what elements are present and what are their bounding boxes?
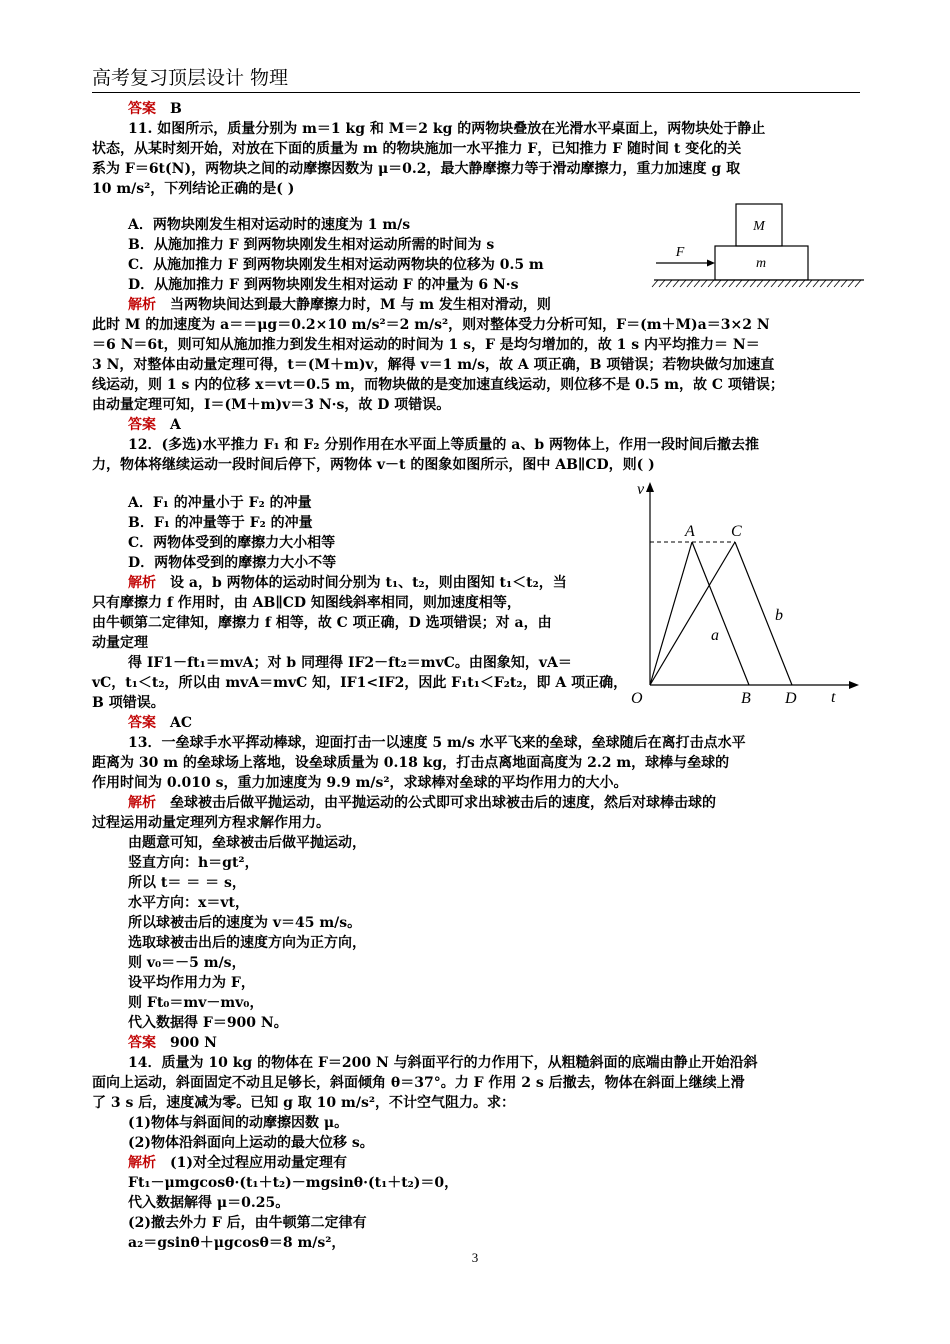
- line-text: 动量定理: [92, 635, 148, 651]
- hatch-mark: [785, 280, 791, 287]
- text-line: [92, 396, 450, 414]
- label-F: F: [675, 245, 685, 260]
- answer-label: 答案: [128, 1035, 156, 1051]
- text-line: [92, 594, 521, 612]
- line-text: 状态，从某时刻开始，对放在下面的质量为 m 的物块施加一水平推力 F，已知推力 F 随时间 t 变化的关: [92, 141, 742, 157]
- text-line: [128, 834, 366, 852]
- answer-label: 答案: [128, 417, 156, 433]
- hatch-mark: [841, 280, 847, 287]
- line-text: 作用时间为 0.010 s，重力加速度为 9.9 m/s²，求球棒对垒球的平均作用力的大小。: [92, 775, 628, 791]
- text-line: [92, 180, 294, 198]
- line-text: B．从施加推力 F 到两物块刚发生相对运动所需的时间为 s: [128, 237, 495, 253]
- hatch-mark: [771, 280, 777, 287]
- hatch-mark: [652, 280, 658, 287]
- line-text: 所以 t＝ ＝ ＝ s，: [128, 875, 246, 891]
- analysis-label: 解析: [128, 575, 156, 591]
- text-line: [128, 934, 366, 952]
- line-text: 过程运用动量定理列方程求解作用力。: [92, 815, 330, 831]
- line-text: 垒球被击后做平抛运动，由平抛运动的公式即可求出球被击后的速度，然后对球棒击球的: [170, 795, 716, 811]
- text-line: [128, 1214, 367, 1232]
- text-line: [92, 754, 729, 772]
- line-text: 当两物块间达到最大静摩擦力时，M 与 m 发生相对滑动，则: [170, 297, 551, 313]
- text-line: [92, 694, 165, 712]
- label-t: t: [831, 689, 836, 706]
- hatch-mark: [792, 280, 798, 287]
- label-v: v: [637, 481, 645, 498]
- text-line: [128, 794, 716, 812]
- hatch-mark: [659, 280, 665, 287]
- hatch-mark: [764, 280, 770, 287]
- label-D: D: [785, 690, 797, 707]
- hatch-mark: [687, 280, 693, 287]
- line-text: 得 IF1－ft₁＝mvA；对 b 同理得 IF2－ft₂＝mvC。由图象知，vA＝: [128, 655, 572, 671]
- line-text: 14．质量为 10 kg 的物体在 F＝200 N 与斜面平行的力作用下，从粗糙斜面的底端由静止开始沿斜: [128, 1055, 758, 1071]
- text-line: [128, 994, 263, 1012]
- line-text: 了 3 s 后，速度减为零。已知 g 取 10 m/s²，不计空气阻力。求：: [92, 1095, 515, 1111]
- line-text: 系为 F＝6t(N)，两物块之间的动摩擦因数为 μ＝0.2，最大静摩擦力等于滑动摩擦力，重力加速度 g 取: [92, 161, 741, 177]
- page-header: [92, 66, 860, 93]
- line-text: 线运动，则 1 s 内的位移 x＝vt＝0.5 m，而物块做的是变加速直线运动，则位移不是 0.5 m，故 C 项错误；: [92, 377, 784, 393]
- line-text: 只有摩擦力 f 作用时，由 AB∥CD 知图线斜率相同，则加速度相等，: [92, 595, 521, 611]
- text-line: [128, 514, 313, 532]
- text-line: [128, 1154, 347, 1172]
- text-line: [92, 774, 628, 792]
- hatch-mark: [834, 280, 840, 287]
- text-line: [92, 356, 774, 374]
- line-text: 代入数据得 F＝900 N。: [128, 1015, 288, 1031]
- t-axis-arrow: [849, 681, 859, 689]
- line-text: (1)对全过程应用动量定理有: [170, 1155, 347, 1171]
- hatch-mark: [701, 280, 707, 287]
- line-text: 设 a，b 两物体的运动时间分别为 t₁、t₂，则由图知 t₁＜t₂，当: [170, 575, 567, 591]
- text-line: [128, 1134, 374, 1152]
- line-text: 竖直方向：h＝gt²，: [128, 855, 259, 871]
- label-M: M: [753, 219, 765, 234]
- hatch-mark: [694, 280, 700, 287]
- text-line: [92, 336, 760, 354]
- answer-label: 答案: [128, 715, 156, 731]
- line-AB: [692, 542, 749, 685]
- line-text: 由动量定理可知，I＝(M＋m)v＝3 N·s，故 D 项错误。: [92, 397, 451, 413]
- text-line: [128, 216, 410, 234]
- line-text: 选取球被击出后的速度方向为正方向，: [128, 935, 366, 951]
- text-line: [128, 1034, 217, 1052]
- line-text: 12．(多选)水平推力 F₁ 和 F₂ 分别作用在水平面上等质量的 a、b 两物体上，作用一段时间后撤去推: [128, 437, 759, 453]
- text-line: [128, 1194, 289, 1212]
- line-text: 由题意可知，垒球被击后做平抛运动，: [128, 835, 366, 851]
- text-line: [128, 120, 765, 138]
- hatch-mark: [666, 280, 672, 287]
- hatch-mark: [827, 280, 833, 287]
- line-text: a₂＝gsinθ＋μgcosθ＝8 m/s²，: [128, 1235, 346, 1251]
- text-line: [128, 734, 746, 752]
- text-line: [128, 1114, 348, 1132]
- hatch-mark: [778, 280, 784, 287]
- page-number: 3: [471, 1250, 479, 1265]
- text-line: [128, 416, 181, 434]
- blocks-figure: [650, 200, 870, 290]
- text-line: [92, 140, 741, 158]
- line-text: 11. 如图所示，质量分别为 m＝1 kg 和 M＝2 kg 的两物块叠放在光滑水平桌面上，两物块处于静止: [128, 121, 766, 137]
- line-text: 水平方向：x＝vt，: [128, 895, 249, 911]
- line-text: 13．一垒球手水平挥动棒球，迎面打击一以速度 5 m/s 水平飞来的垒球，垒球随后在离打击点水平: [128, 735, 746, 751]
- hatch-mark: [715, 280, 721, 287]
- line-text: (2)撤去外力 F 后，由牛顿第二定律有: [128, 1215, 367, 1231]
- hatch-mark: [736, 280, 742, 287]
- text-line: [92, 814, 330, 832]
- line-text: D．从施加推力 F 到两物块刚发生相对运动 F 的冲量为 6 N·s: [128, 277, 519, 293]
- text-line: [128, 494, 312, 512]
- line-CD: [735, 542, 792, 685]
- line-text: A: [170, 417, 181, 433]
- label-A: A: [685, 523, 695, 540]
- text-line: [128, 974, 255, 992]
- line-text: 所以球被击后的速度为 v＝45 m/s。: [128, 915, 362, 931]
- line-text: A．F₁ 的冲量小于 F₂ 的冲量: [128, 495, 312, 511]
- vt-graph: [625, 480, 865, 710]
- line-text: C．从施加推力 F 到两物块刚发生相对运动两物块的位移为 0.5 m: [128, 257, 544, 273]
- line-text: 面向上运动，斜面固定不动且足够长，斜面倾角 θ＝37°。力 F 作用 2 s 后撤去，物体在斜面上继续上滑: [92, 1075, 745, 1091]
- hatch-mark: [848, 280, 854, 287]
- text-line: [92, 674, 627, 692]
- text-line: [128, 854, 259, 872]
- hatch-mark: [757, 280, 763, 287]
- hatch-mark: [820, 280, 826, 287]
- arrow-head: [707, 260, 715, 267]
- label-B: B: [741, 690, 751, 707]
- text-line: [128, 534, 335, 552]
- line-text: 则 Ft₀＝mv－mv₀，: [128, 995, 264, 1011]
- line-text: ＝6 N＝6t，则可知从施加推力到发生相对运动的时间为 1 s，F 是均匀增加的，故 1 s 内平均推力＝ N＝: [92, 337, 760, 353]
- v-axis-arrow: [646, 482, 654, 492]
- text-line: [128, 276, 519, 294]
- text-line: [128, 436, 759, 454]
- hatch-mark: [799, 280, 805, 287]
- line-text: 力，物体将继续运动一段时间后停下，两物体 v－t 的图象如图所示，图中 AB∥CD，则( ): [92, 457, 655, 473]
- text-line: [128, 1054, 758, 1072]
- line-OA: [650, 542, 692, 685]
- hatch-mark: [673, 280, 679, 287]
- analysis-label: 解析: [128, 297, 156, 313]
- text-line: [128, 914, 361, 932]
- text-line: [128, 1174, 458, 1192]
- text-line: [128, 654, 572, 672]
- text-line: [128, 296, 551, 314]
- line-OC: [650, 542, 735, 685]
- line-text: D．两物体受到的摩擦力大小不等: [128, 555, 337, 571]
- line-text: AC: [170, 715, 193, 731]
- text-line: [128, 714, 192, 732]
- text-line: [128, 256, 544, 274]
- text-line: [128, 574, 567, 592]
- text-line: [92, 614, 552, 632]
- line-text: A．两物块刚发生相对运动时的速度为 1 m/s: [128, 217, 411, 233]
- label-m: m: [755, 256, 767, 271]
- line-text: (2)物体沿斜面向上运动的最大位移 s。: [128, 1135, 374, 1151]
- text-line: [92, 316, 770, 334]
- text-line: [92, 456, 655, 474]
- line-text: 10 m/s²，下列结论正确的是( ): [92, 181, 295, 197]
- line-text: B．F₁ 的冲量等于 F₂ 的冲量: [128, 515, 313, 531]
- label-b: b: [775, 607, 783, 624]
- line-text: 距离为 30 m 的垒球场上落地，设垒球质量为 0.18 kg，打击点离地面高度为 2.2 m，球棒与垒球的: [92, 755, 730, 771]
- hatch-mark: [708, 280, 714, 287]
- answer-label: 答案: [128, 101, 156, 117]
- header-title: 高考复习顶层设计 物理: [92, 67, 289, 89]
- analysis-label: 解析: [128, 1155, 156, 1171]
- line-text: 3 N，对整体由动量定理可得，t＝(M＋m)v，解得 v＝1 m/s，故 A 项正确，B 项错误；若物块做匀加速直: [92, 357, 775, 373]
- line-text: (1)物体与斜面间的动摩擦因数 μ。: [128, 1115, 349, 1131]
- analysis-label: 解析: [128, 795, 156, 811]
- line-text: 由牛顿第二定律知，摩擦力 f 相等，故 C 项正确，D 选项错误；对 a，由: [92, 615, 552, 631]
- line-text: B 项错误。: [92, 695, 165, 711]
- ground-hatch: [652, 280, 861, 287]
- text-line: [92, 1074, 745, 1092]
- label-C: C: [731, 523, 742, 540]
- line-text: C．两物体受到的摩擦力大小相等: [128, 535, 336, 551]
- text-line: [128, 874, 246, 892]
- line-text: Ft₁－μmgcosθ·(t₁＋t₂)－mgsinθ·(t₁＋t₂)＝0，: [128, 1175, 459, 1191]
- label-a: a: [711, 627, 719, 644]
- hatch-mark: [743, 280, 749, 287]
- text-line: [128, 236, 494, 254]
- hatch-mark: [750, 280, 756, 287]
- text-line: [128, 954, 246, 972]
- hatch-mark: [813, 280, 819, 287]
- hatch-mark: [806, 280, 812, 287]
- hatch-mark: [855, 280, 861, 287]
- hatch-mark: [680, 280, 686, 287]
- text-line: [92, 1094, 515, 1112]
- text-line: [128, 100, 182, 118]
- label-O: O: [631, 690, 643, 707]
- text-line: [92, 160, 740, 178]
- text-line: [128, 554, 336, 572]
- line-text: 代入数据解得 μ＝0.25。: [128, 1195, 290, 1211]
- line-text: vC，t₁＜t₂，所以由 mvA＝mvC 知，IF1<IF2，因此 F₁t₁＜F₂t₂，即 A 项正确，: [92, 675, 628, 691]
- line-text: 此时 M 的加速度为 a＝＝μg＝0.2×10 m/s²＝2 m/s²，则对整体受力分析可知，F＝(m＋M)a＝3×2 N: [92, 317, 770, 333]
- line-text: 900 N: [170, 1035, 217, 1051]
- hatch-mark: [722, 280, 728, 287]
- text-line: [128, 894, 249, 912]
- line-text: 设平均作用力为 F，: [128, 975, 255, 991]
- line-text: 则 v₀＝－5 m/s，: [128, 955, 246, 971]
- text-line: [128, 1014, 288, 1032]
- hatch-mark: [729, 280, 735, 287]
- text-line: [92, 634, 148, 652]
- line-text: B: [170, 101, 182, 117]
- text-line: [92, 376, 784, 394]
